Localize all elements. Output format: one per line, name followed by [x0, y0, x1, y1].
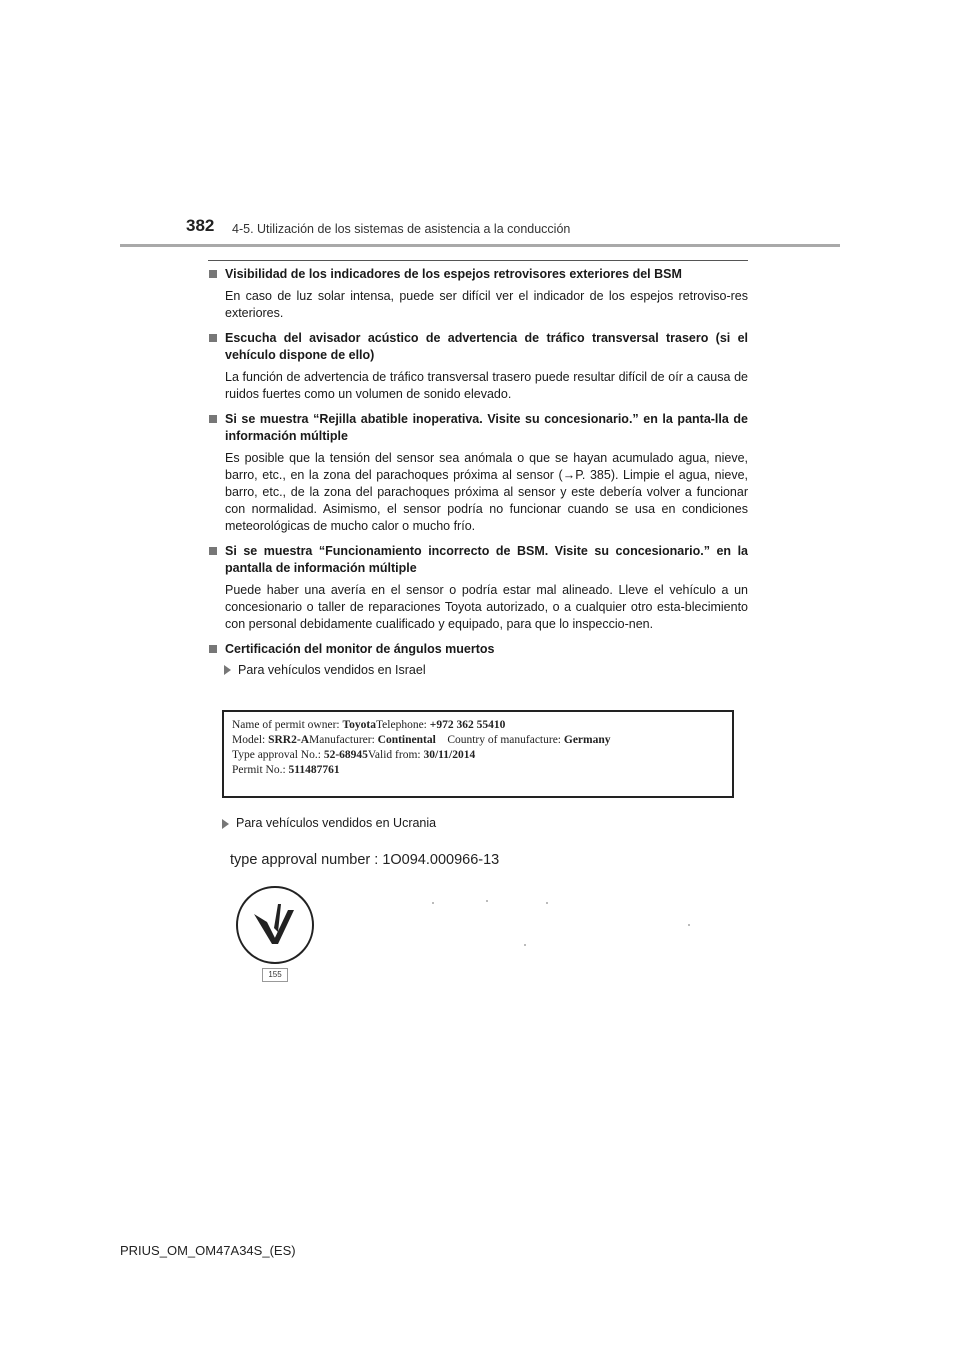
owner-value: Toyota	[342, 719, 376, 731]
list-item	[208, 641, 748, 679]
permit-box	[222, 710, 734, 798]
item-heading-text: Si se muestra “Rejilla abatible inoperativa. Visite su concesionario.” en la panta-lla de información múltiple	[225, 412, 748, 443]
valid-from-value: 30/11/2014	[423, 749, 476, 761]
model-label: Model:	[232, 734, 269, 746]
list-item	[208, 266, 748, 322]
item-body: Puede haber una avería en el sensor o podría estar mal alineado. Lleve el vehículo a un concesionario o taller de reparaciones Toyota autorizado, o a cualquier otro esta-blecimiento con personal debidamente cualificado y equipado, para que lo inspeccio-nen.	[225, 583, 748, 631]
permit-line-1	[232, 718, 724, 733]
sub-bullet-israel	[208, 662, 748, 679]
country-label: Country of manufacture:	[447, 734, 564, 746]
manufacturer-value: Continental	[377, 734, 436, 746]
permit-line-2	[232, 733, 724, 748]
item-body: En caso de luz solar intensa, puede ser difícil ver el indicador de los espejos retroviso-res exteriores.	[225, 289, 748, 320]
item-body: Es posible que la tensión del sensor sea anómala o que se hayan acumulado agua, nieve, barro, etc., en la zona del parachoques próxima al sensor (→P. 385). Limpie el agua, nieve, barro, etc., de la zona del parachoques próxima al sensor y este debería volver a funcionar con normalidad. Asimismo, el sensor podría no funcionar cuando se usa en condiciones meteorológicas de mucho calor o mucho frío.	[225, 451, 748, 533]
sub-bullet-ukraine	[222, 816, 436, 830]
sub-bullet-label: Para vehículos vendidos en Israel	[238, 663, 426, 677]
manufacturer-label: Manufacturer:	[309, 734, 378, 746]
square-bullet-icon	[209, 547, 217, 555]
phone-value: +972 362 55410	[429, 719, 506, 731]
square-bullet-icon	[209, 270, 217, 278]
section-title: 4-5. Utilización de los sistemas de asistencia a la conducción	[232, 222, 571, 236]
section-divider	[208, 260, 748, 261]
ukraine-approval-number: type approval number : 1O094.000966-13	[230, 852, 500, 868]
permit-no-label: Permit No.:	[232, 764, 289, 776]
item-heading	[208, 641, 748, 658]
square-bullet-icon	[209, 334, 217, 342]
ukraine-certification-mark-icon	[234, 884, 316, 966]
item-heading	[208, 330, 748, 364]
list-item	[208, 330, 748, 403]
type-approval-value: 52-68945	[323, 749, 368, 761]
permit-line-4	[232, 763, 724, 778]
item-heading-text: Visibilidad de los indicadores de los espejos retrovisores exteriores del BSM	[225, 267, 682, 281]
list-item	[208, 543, 748, 633]
owner-label: Name of permit owner:	[232, 719, 343, 731]
list-item	[208, 411, 748, 535]
type-approval-label: Type approval No.:	[232, 749, 324, 761]
sub-bullet-label: Para vehículos vendidos en Ucrania	[236, 816, 437, 830]
item-heading-text: Certificación del monitor de ángulos muertos	[225, 642, 495, 656]
permit-line-3	[232, 748, 724, 763]
item-heading	[208, 411, 748, 445]
triangle-bullet-icon	[224, 665, 231, 675]
document-code: PRIUS_OM_OM47A34S_(ES)	[120, 1243, 296, 1258]
page-number: 382	[186, 216, 215, 235]
item-heading-text: Escucha del avisador acústico de advertencia de tráfico transversal trasero (si el vehículo dispone de ello)	[225, 331, 748, 362]
item-heading-text: Si se muestra “Funcionamiento incorrecto de BSM. Visite su concesionario.” en la pantalla de información múltiple	[225, 544, 748, 575]
permit-no-value: 511487761	[288, 764, 340, 776]
phone-label: Telephone:	[375, 719, 430, 731]
valid-from-label: Valid from:	[367, 749, 424, 761]
triangle-bullet-icon	[222, 819, 229, 829]
square-bullet-icon	[209, 645, 217, 653]
item-body: La función de advertencia de tráfico transversal trasero puede resultar difícil de oír a causa de ruidos fuertes como un volumen de sonido elevado.	[225, 370, 748, 401]
header-divider	[120, 244, 840, 247]
square-bullet-icon	[209, 415, 217, 423]
country-value: Germany	[563, 734, 611, 746]
content	[208, 266, 748, 687]
mark-caption: 155	[262, 968, 288, 982]
model-value: SRR2-A	[268, 734, 309, 746]
item-heading	[208, 543, 748, 577]
item-heading	[208, 266, 748, 283]
